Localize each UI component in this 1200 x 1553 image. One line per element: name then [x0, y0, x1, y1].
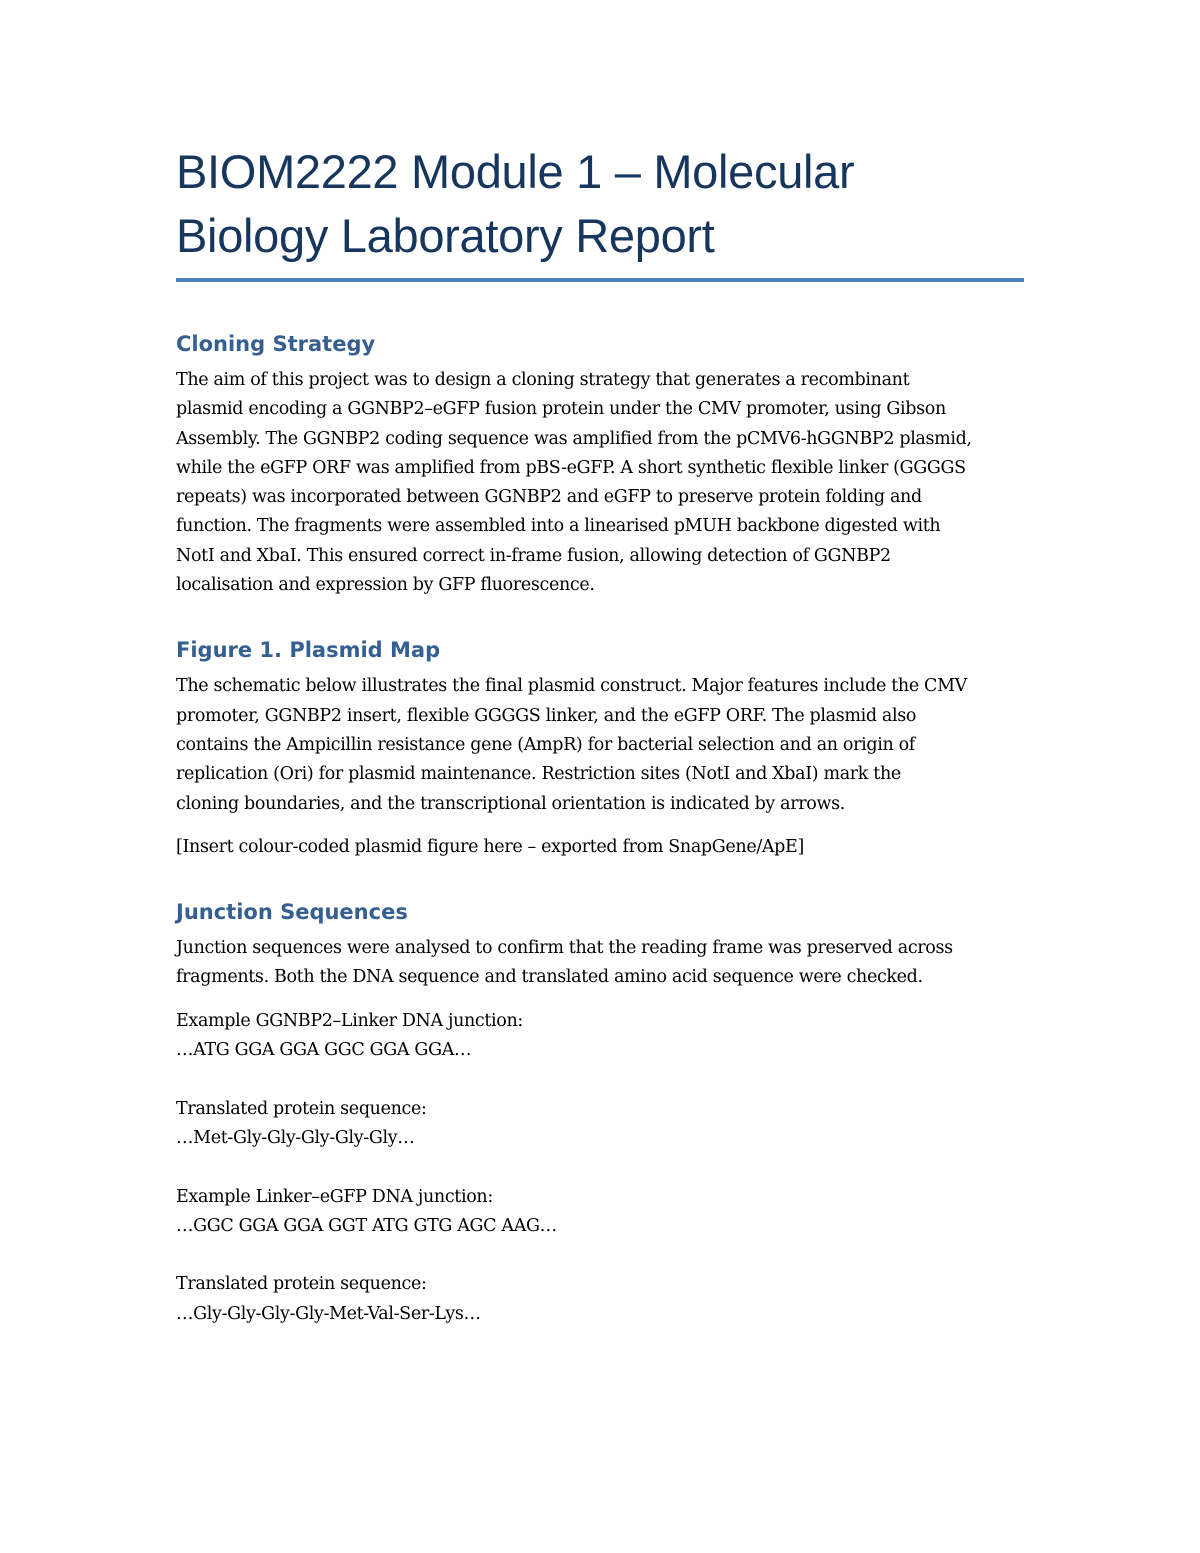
junction-label: Translated protein sequence: — [176, 1098, 427, 1119]
paragraph-line: function. The fragments were assembled into a linearised pMUH backbone digested with — [176, 516, 941, 537]
paragraph-line: NotI and XbaI. This ensured correct in-frame fusion, allowing detection of GGNBP2 — [176, 545, 891, 566]
paragraph-line: replication (Ori) for plasmid maintenance. Restriction sites (NotI and XbaI) mark the — [176, 764, 901, 785]
junction-label: Example GGNBP2–Linker DNA junction: — [176, 1010, 523, 1031]
paragraph-line: localisation and expression by GFP fluorescence. — [176, 575, 595, 596]
document-title — [176, 140, 1026, 268]
junction-sequences-heading: Junction Sequences — [176, 900, 408, 925]
cloning-strategy-paragraph — [176, 366, 1026, 600]
junction-example — [176, 1183, 1026, 1242]
cloning-strategy-heading: Cloning Strategy — [176, 332, 376, 356]
document-body — [176, 140, 1026, 1358]
junction-example — [176, 1007, 1026, 1066]
junction-label: Example Linker–eGFP DNA junction: — [176, 1186, 493, 1207]
junction-sequence: …Met-Gly-Gly-Gly-Gly-Gly… — [176, 1127, 415, 1148]
paragraph-line: plasmid encoding a GGNBP2–eGFP fusion protein under the CMV promoter, using Gibson — [176, 399, 946, 420]
junction-sequence: …Gly-Gly-Gly-Gly-Met-Val-Ser-Lys… — [176, 1303, 481, 1324]
paragraph-line: contains the Ampicillin resistance gene (AmpR) for bacterial selection and an origin of — [176, 734, 915, 755]
junction-paragraph — [176, 934, 1026, 993]
paragraph-line: The schematic below illustrates the final plasmid construct. Major features include the CMV — [176, 676, 967, 697]
paragraph-line: promoter, GGNBP2 insert, flexible GGGGS linker, and the eGFP ORF. The plasmid also — [176, 705, 917, 726]
paragraph-line: repeats) was incorporated between GGNBP2 and eGFP to preserve protein folding and — [176, 487, 922, 508]
paragraph-line: while the eGFP ORF was amplified from pBS-eGFP. A short synthetic flexible linker (GGGGS — [176, 457, 966, 478]
figure-placeholder: [Insert colour-coded plasmid figure here – exported from SnapGene/ApE] — [176, 836, 804, 857]
title-line: Biology Laboratory Report — [176, 209, 715, 262]
junction-example — [176, 1270, 1026, 1329]
junction-sequence: …ATG GGA GGA GGC GGA GGA… — [176, 1040, 472, 1061]
figure-paragraph — [176, 672, 1026, 818]
paragraph-line: Junction sequences were analysed to confirm that the reading frame was preserved across — [176, 938, 953, 959]
paragraph-line: fragments. Both the DNA sequence and translated amino acid sequence were checked. — [176, 967, 923, 988]
figure-heading: Figure 1. Plasmid Map — [176, 638, 441, 663]
paragraph-line: cloning boundaries, and the transcriptional orientation is indicated by arrows. — [176, 793, 845, 814]
title-line: BIOM2222 Module 1 – Molecular — [176, 145, 855, 198]
paragraph-line: Assembly. The GGNBP2 coding sequence was amplified from the pCMV6-hGGNBP2 plasmid, — [176, 428, 972, 449]
junction-sequence: …GGC GGA GGA GGT ATG GTG AGC AAG… — [176, 1215, 557, 1236]
paragraph-line: The aim of this project was to design a cloning strategy that generates a recombinant — [176, 370, 910, 390]
junction-example — [176, 1095, 1026, 1154]
junction-examples — [176, 1007, 1026, 1329]
junction-label: Translated protein sequence: — [176, 1274, 427, 1295]
title-underline — [176, 278, 1024, 282]
